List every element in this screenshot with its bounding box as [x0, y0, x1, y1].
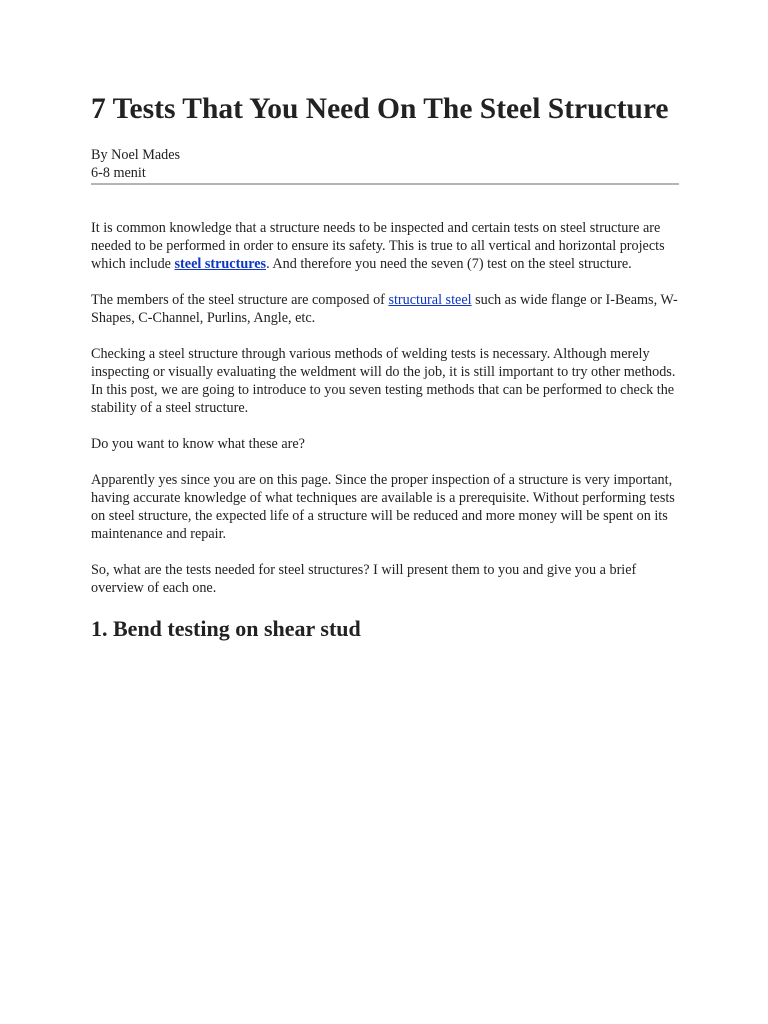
paragraph-members	[91, 291, 679, 327]
paragraph-apparently: Apparently yes since you are on this page. Since the proper inspection of a structure is very important, having accurate knowledge of what techniques are available is a prerequisite. Without performing tests on steel structure, the expected life of a structure will be reduced and more money will be spent on its maintenance and repair.	[91, 472, 675, 542]
paragraph-intro	[91, 219, 679, 273]
paragraph-members-text-after: such as wide flange or I-Beams, W-Shapes, C-Channel, Purlins, Angle, etc.	[91, 292, 678, 326]
paragraph-intro-text-before: It is common knowledge that a structure needs to be inspected and certain tests on steel structure are needed to be performed in order to ensure its safety. This is true to all vertical and horizontal projects which include	[91, 220, 665, 272]
paragraph-intro-text-after: . And therefore you need the seven (7) test on the steel structure.	[266, 256, 632, 272]
paragraph-overview: So, what are the tests needed for steel structures? I will present them to you and give you a brief overview of each one.	[91, 562, 637, 596]
article-title: 7 Tests That You Need On The Steel Structure	[91, 93, 669, 125]
section-heading-bend-testing: 1. Bend testing on shear stud	[91, 616, 361, 641]
read-time: 6-8 menit	[91, 165, 146, 181]
paragraph-members-text-before: The members of the steel structure are composed of	[91, 292, 389, 308]
structural-steel-link[interactable]: structural steel	[388, 292, 472, 308]
paragraph-checking: Checking a steel structure through various methods of welding tests is necessary. Although merely inspecting or visually evaluating the weldment will do the job, it is still important to try other methods. In this post, we are going to introduce to you seven testing methods that can be performed to check the stability of a steel structure.	[91, 346, 676, 416]
steel-structures-link[interactable]: steel structures	[174, 256, 267, 272]
article	[91, 92, 679, 643]
divider	[91, 183, 679, 185]
article-meta	[91, 146, 679, 182]
paragraph-question: Do you want to know what these are?	[91, 436, 305, 452]
byline: By Noel Mades	[91, 147, 181, 163]
